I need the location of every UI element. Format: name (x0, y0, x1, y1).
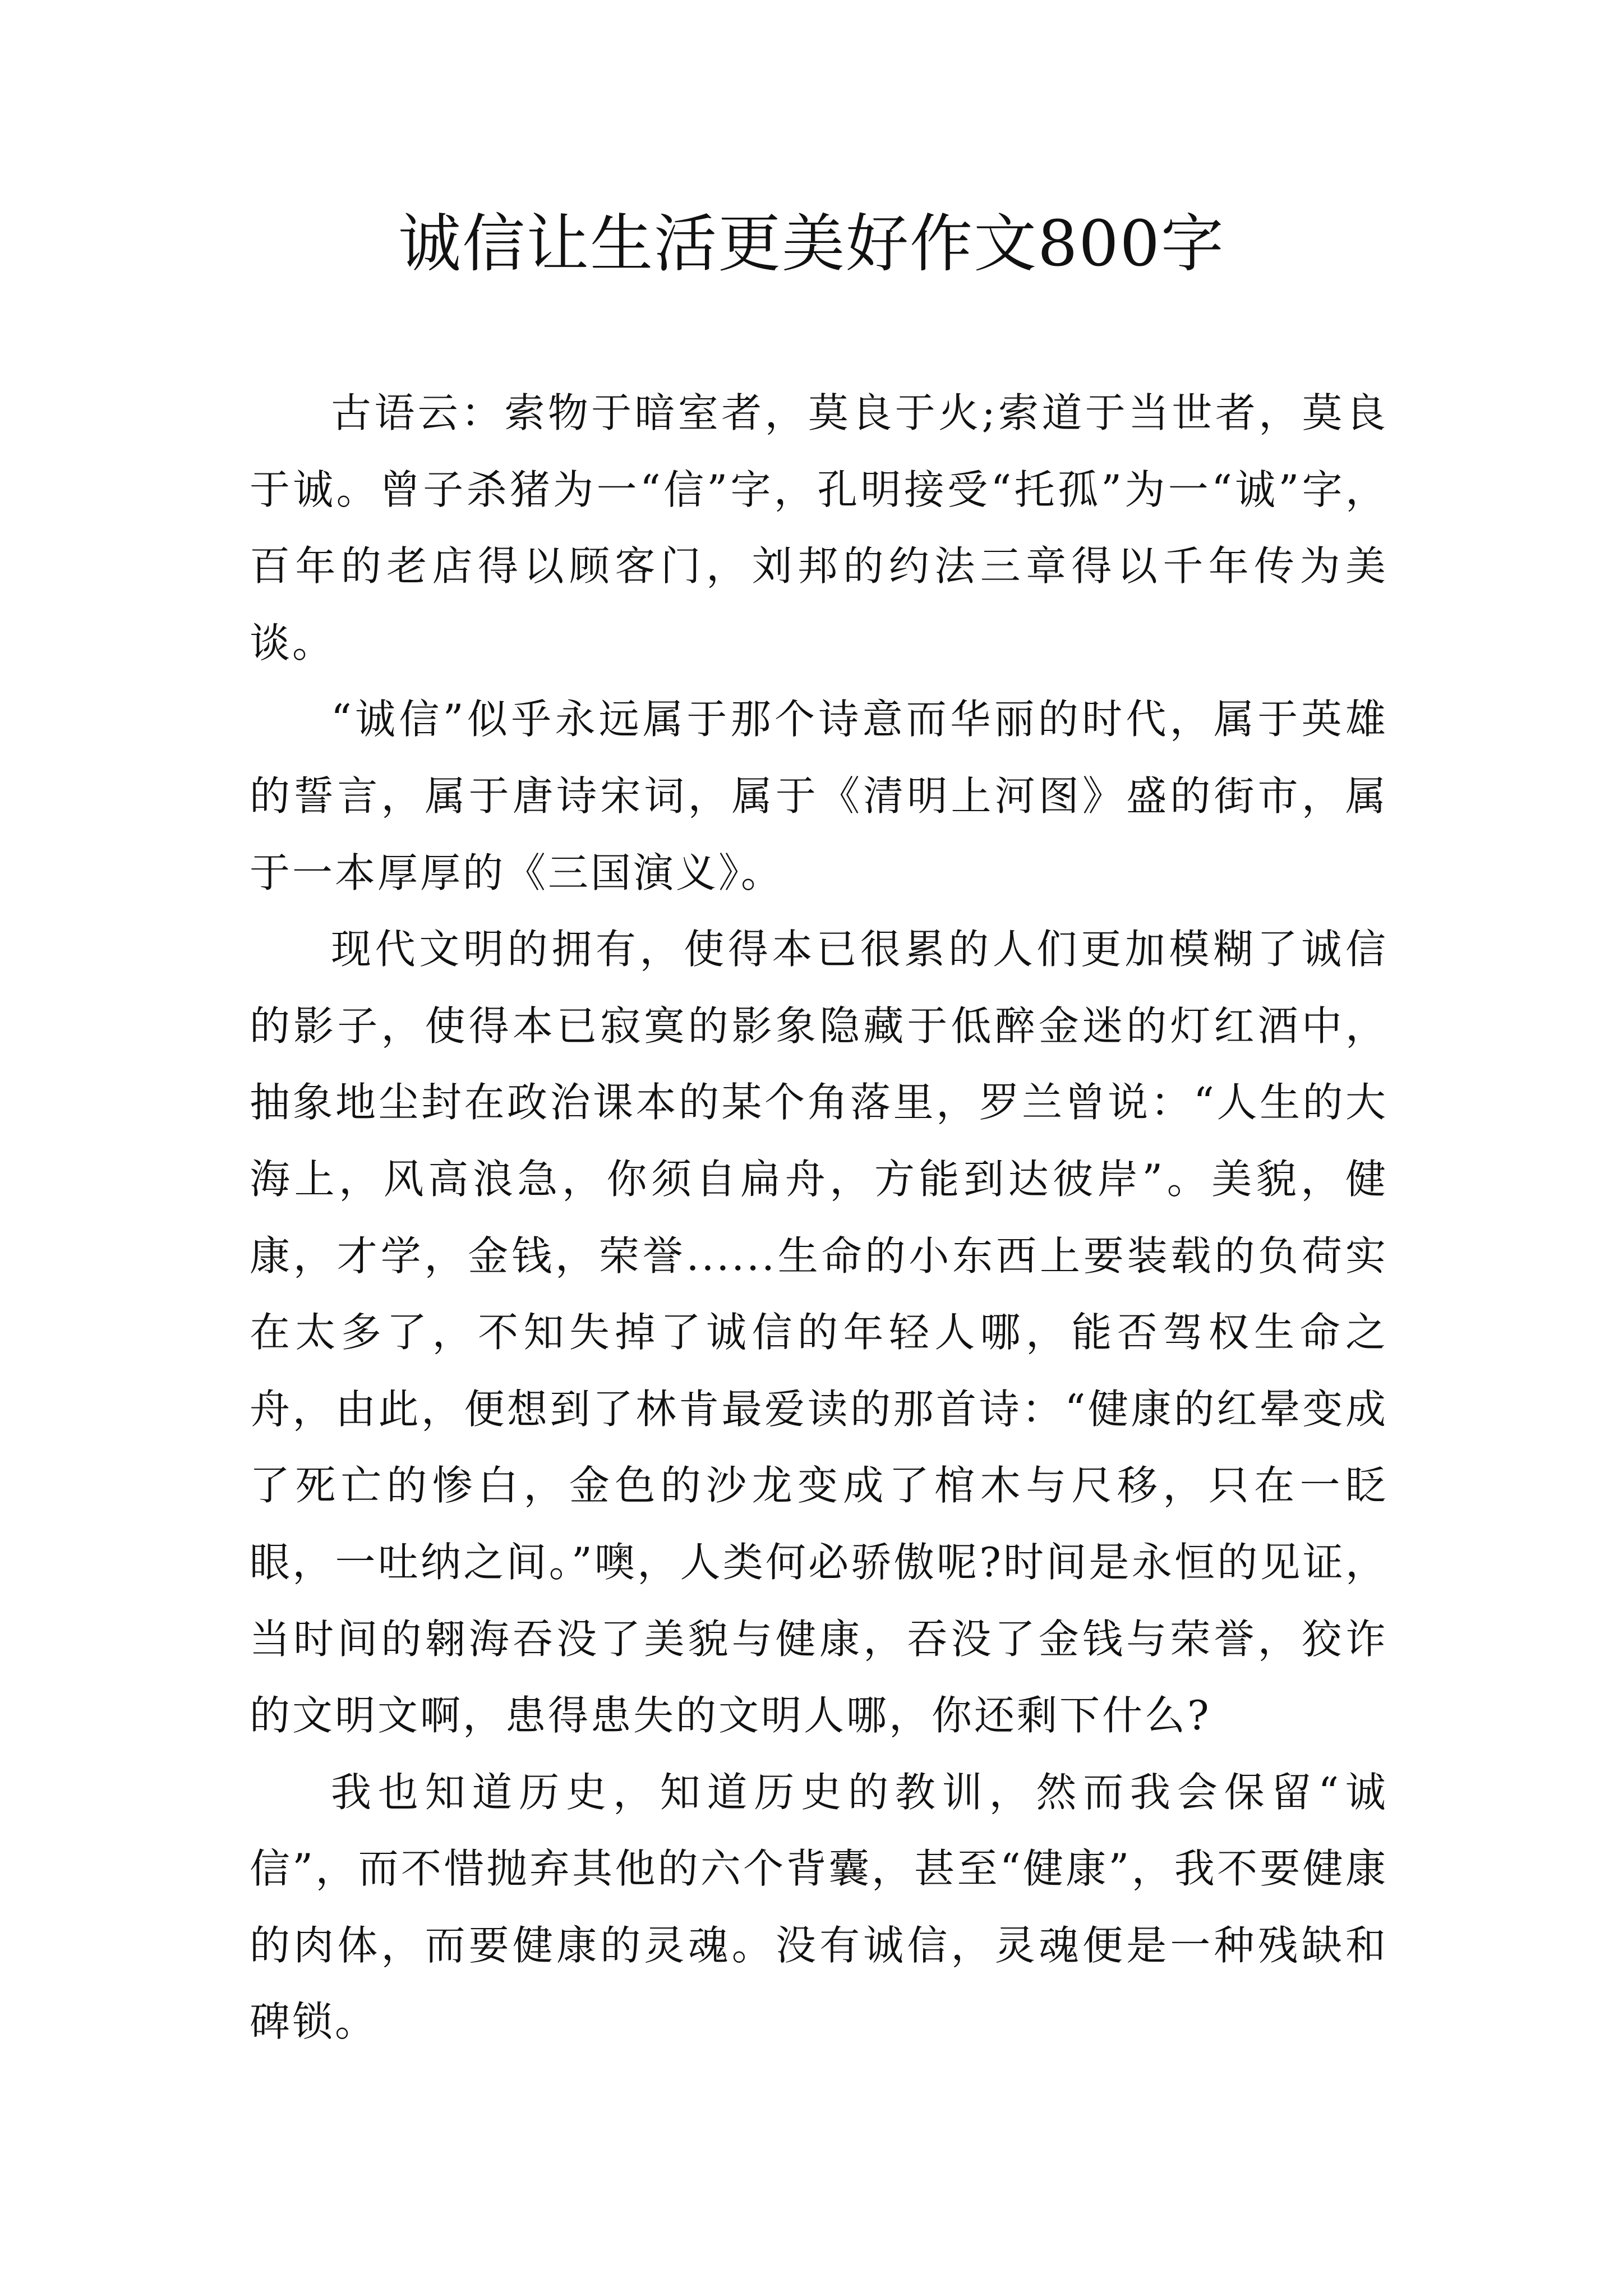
document-title: 诚信让生活更美好作文800字 (398, 208, 1225, 280)
paragraph-2: “诚信”似乎永远属于那个诗意而华丽的时代，属于英雄的誓言，属于唐诗宋词，属于《清明上河图》盛的街市，属于一本厚厚的《三国演义》。 (250, 696, 1388, 896)
paragraph-3: 现代文明的拥有，使得本已很累的人们更加模糊了诚信的影子，使得本已寂寞的影象隐藏于低醉金迷的灯红酒中，抽象地尘封在政治课本的某个角落里，罗兰曾说：“人生的大海上，风高浪急，你须自扁舟，方能到达彼岸”。美貌，健康，才学，金钱，荣誉......生命的小东西上要装载的负荷实在太多了，不知失掉了诚信的年轻人哪，能否驾权生命之舟，由此，便想到了林肯最爱读的那首诗：“健康的红晕变成了死亡的惨白，金色的沙龙变成了棺木与尺移，只在一眨眼，一吐纳之间。”噢，人类何必骄傲呢?时间是永恒的见证，当时间的翱海吞没了美貌与健康，吞没了金钱与荣誉，狡诈的文明文啊，患得患失的文明人哪，你还剩下什么? (250, 926, 1388, 1740)
paragraph-1: 古语云：索物于暗室者，莫良于火;索道于当世者，莫良于诚。曾子杀猪为一“信”字，孔明接受“托孤”为一“诚”字，百年的老店得以顾客门，刘邦的约法三章得以千年传为美谈。 (250, 389, 1388, 666)
paragraph-4: 我也知道历史，知道历史的教训，然而我会保留“诚信”，而不惜抛弃其他的六个背囊，甚至“健康”，我不要健康的肉体，而要健康的灵魂。没有诚信，灵魂便是一种残缺和碑锁。 (250, 1768, 1388, 2046)
document-body (250, 375, 1388, 2060)
